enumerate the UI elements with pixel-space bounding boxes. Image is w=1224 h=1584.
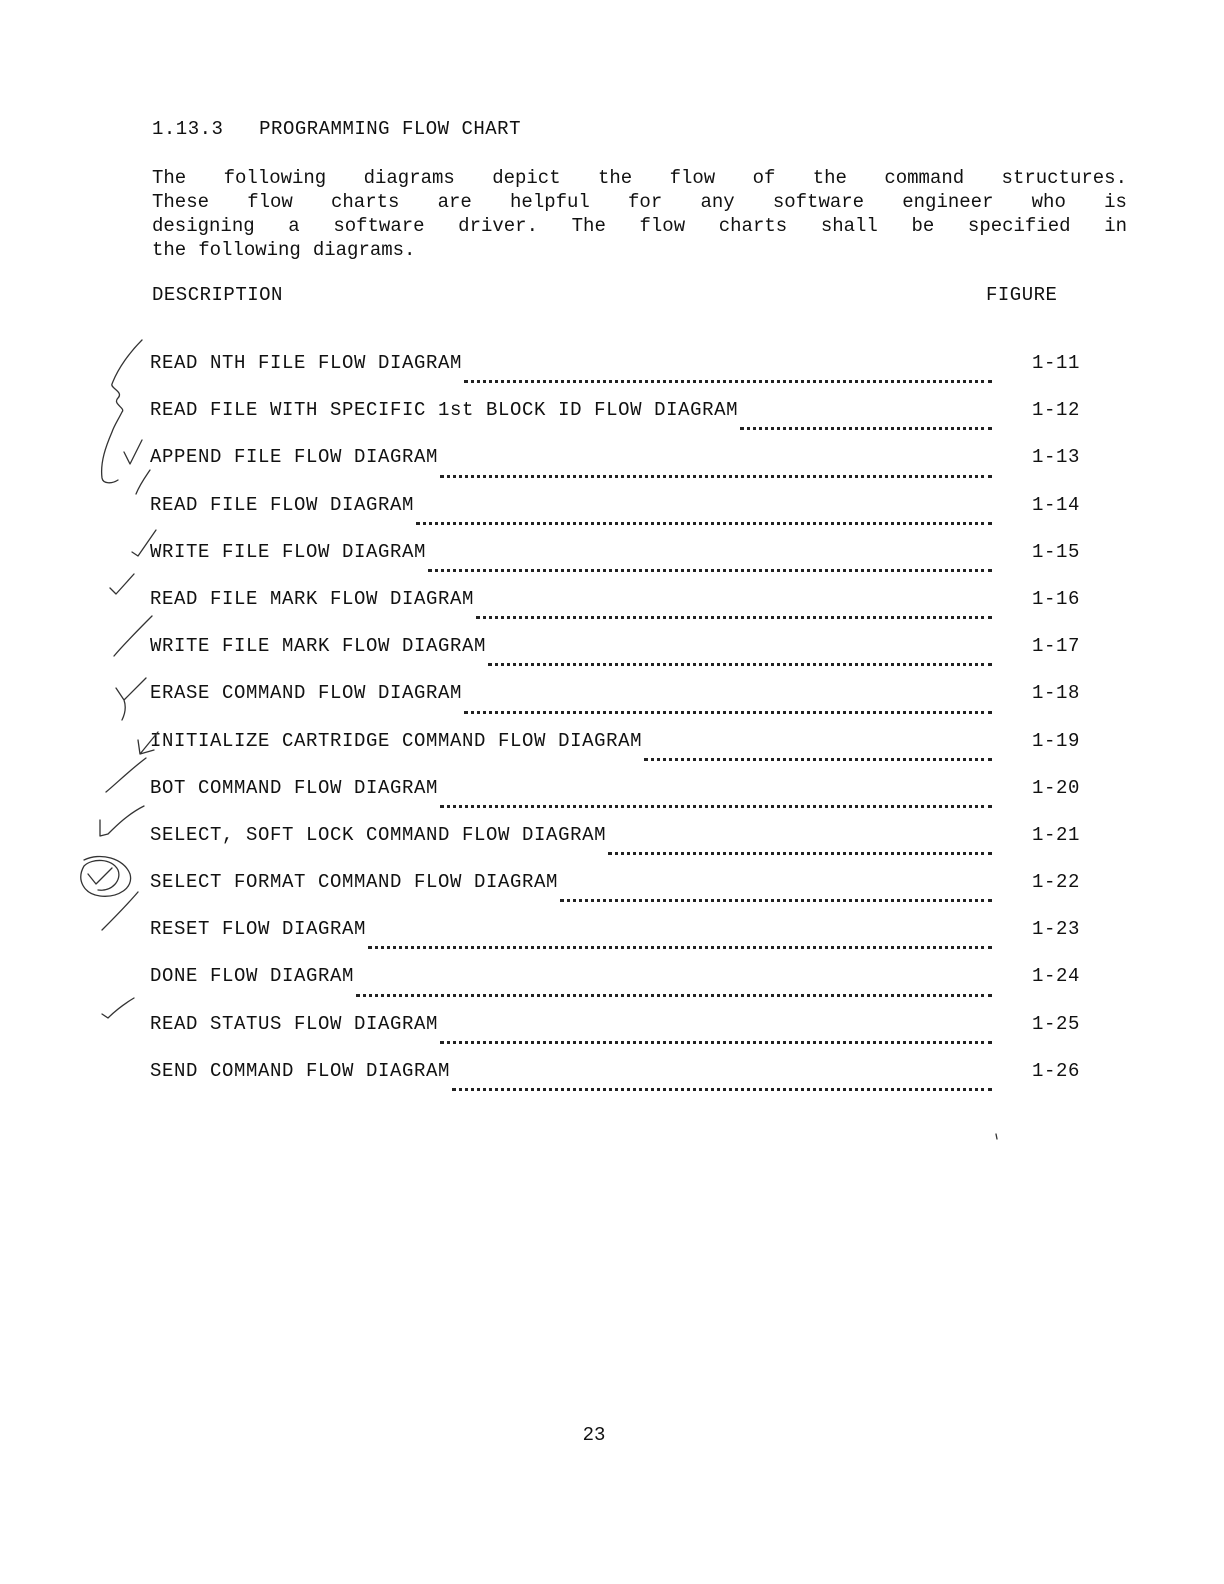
figure-list-row — [150, 1013, 1080, 1060]
intro-word: shall — [820, 215, 878, 237]
figure-number: 1-20 — [1031, 776, 1080, 799]
figure-description: READ FILE MARK FLOW DIAGRAM — [150, 587, 475, 610]
intro-word: of — [752, 167, 776, 189]
stray-mark — [996, 1134, 997, 1139]
figure-list — [150, 352, 1080, 1107]
figure-number: 1-16 — [1031, 587, 1080, 610]
figure-description: ERASE COMMAND FLOW DIAGRAM — [150, 682, 463, 705]
figure-description: SELECT, SOFT LOCK COMMAND FLOW DIAGRAM — [150, 823, 607, 846]
figure-list-row — [150, 730, 1080, 777]
figure-number: 1-26 — [1031, 1059, 1080, 1082]
figure-number: 1-15 — [1031, 540, 1080, 563]
intro-word: engineer — [902, 191, 994, 213]
check-mark-erase — [116, 678, 146, 720]
figure-list-row — [150, 399, 1080, 446]
dot-leader — [608, 852, 992, 855]
intro-word: command — [884, 167, 965, 189]
intro-word: designing — [152, 215, 255, 237]
dot-leader — [428, 569, 992, 572]
intro-word: depict — [492, 167, 561, 189]
figure-description: BOT COMMAND FLOW DIAGRAM — [150, 776, 439, 799]
figure-list-row — [150, 588, 1080, 635]
intro-word: following — [198, 239, 301, 261]
figure-list-row — [150, 1060, 1080, 1107]
intro-word: charts — [718, 215, 788, 237]
dot-leader — [644, 758, 992, 761]
intro-word: flow — [669, 167, 716, 189]
dot-leader — [476, 616, 992, 619]
intro-word: following — [223, 167, 327, 189]
figure-description: READ NTH FILE FLOW DIAGRAM — [150, 352, 463, 374]
intro-word: charts — [331, 191, 400, 213]
intro-paragraph — [152, 166, 1127, 262]
intro-word: for — [628, 191, 663, 213]
intro-line — [152, 190, 1127, 214]
dot-leader — [464, 711, 992, 714]
intro-word: be — [911, 215, 935, 237]
figure-list-row — [150, 871, 1080, 918]
figure-number: 1-12 — [1031, 399, 1080, 422]
figure-number: 1-18 — [1031, 682, 1080, 705]
section-number: 1.13.3 — [152, 118, 224, 140]
section-title: PROGRAMMING FLOW CHART — [259, 118, 521, 140]
figure-number: 1-13 — [1031, 446, 1080, 469]
dot-leader — [368, 946, 992, 949]
figure-number: 1-17 — [1031, 635, 1080, 658]
figure-description: INITIALIZE CARTRIDGE COMMAND FLOW DIAGRAM — [150, 729, 643, 752]
intro-word: software — [772, 191, 865, 213]
section-heading — [152, 118, 521, 140]
intro-word: diagrams — [363, 167, 455, 189]
check-mark-write-mark — [114, 616, 152, 656]
intro-word: any — [700, 191, 735, 213]
figure-list-row — [150, 446, 1080, 493]
figure-list-row — [150, 682, 1080, 729]
figure-description: APPEND FILE FLOW DIAGRAM — [150, 446, 439, 469]
figure-description: RESET FLOW DIAGRAM — [150, 918, 367, 941]
figure-number: 1-24 — [1031, 965, 1080, 988]
figure-number: 1-23 — [1031, 918, 1080, 941]
intro-word: flow — [247, 191, 293, 213]
dot-leader — [452, 1088, 992, 1091]
dot-leader — [560, 899, 992, 902]
check-mark-append — [124, 440, 142, 464]
description-column-header: DESCRIPTION — [152, 284, 283, 306]
figure-number: 1-11 — [1031, 352, 1080, 374]
intro-word: These — [152, 191, 210, 213]
figure-list-row — [150, 918, 1080, 965]
dot-leader — [440, 1041, 992, 1044]
intro-word: flow — [639, 215, 686, 237]
intro-word: the — [152, 239, 187, 261]
figure-description: READ STATUS FLOW DIAGRAM — [150, 1012, 439, 1035]
check-mark-reset — [102, 892, 138, 930]
figure-list-row — [150, 777, 1080, 824]
figure-description: READ FILE FLOW DIAGRAM — [150, 493, 415, 516]
intro-word: in — [1104, 215, 1127, 237]
figure-number: 1-14 — [1031, 493, 1080, 516]
intro-line — [152, 214, 1127, 238]
bracket-mark — [102, 340, 142, 483]
intro-word: specified — [967, 215, 1071, 237]
dot-leader — [488, 663, 992, 666]
check-mark-read-file — [136, 470, 150, 494]
intro-word: a — [288, 215, 300, 237]
check-mark-read-mark — [110, 574, 134, 594]
dot-leader — [464, 380, 992, 383]
dot-leader — [416, 522, 992, 525]
check-mark-read-status — [102, 998, 134, 1018]
figure-description: DONE FLOW DIAGRAM — [150, 965, 355, 988]
intro-word: is — [1104, 191, 1127, 213]
check-mark-select-format — [88, 868, 112, 884]
intro-word: diagrams. — [312, 239, 416, 261]
figure-list-row — [150, 494, 1080, 541]
dot-leader — [356, 994, 992, 997]
figure-number: 1-19 — [1031, 729, 1080, 752]
circle-mark — [81, 856, 131, 896]
figure-description: SELECT FORMAT COMMAND FLOW DIAGRAM — [150, 871, 559, 894]
figure-list-row — [150, 635, 1080, 682]
figure-number: 1-21 — [1031, 823, 1080, 846]
dot-leader — [740, 427, 992, 430]
intro-word: helpful — [510, 191, 590, 213]
intro-word: the — [597, 167, 633, 189]
dot-leader — [440, 805, 992, 808]
intro-line — [152, 166, 1127, 190]
intro-word: are — [437, 191, 472, 213]
intro-word: software — [333, 215, 425, 237]
figure-list-row — [150, 965, 1080, 1012]
intro-word: The — [152, 167, 187, 189]
intro-word: the — [812, 167, 847, 189]
intro-word: The — [571, 215, 606, 237]
figure-list-row — [150, 541, 1080, 588]
figure-number: 1-25 — [1031, 1012, 1080, 1035]
figure-column-header: FIGURE — [986, 284, 1058, 306]
figure-list-row — [150, 824, 1080, 871]
intro-word: structures. — [1001, 167, 1127, 189]
check-mark-bot — [106, 758, 146, 792]
dot-leader — [440, 475, 992, 478]
figure-number: 1-22 — [1031, 871, 1080, 894]
intro-word: who — [1031, 191, 1066, 213]
figure-description: WRITE FILE FLOW DIAGRAM — [150, 540, 427, 563]
check-mark-soft-lock — [100, 806, 144, 836]
intro-word: driver. — [458, 215, 538, 237]
figure-list-row — [150, 352, 1080, 399]
figure-description: READ FILE WITH SPECIFIC 1st BLOCK ID FLOW DIAGRAM — [150, 399, 739, 422]
intro-line — [152, 238, 1127, 262]
figure-description: WRITE FILE MARK FLOW DIAGRAM — [150, 635, 487, 658]
figure-description: SEND COMMAND FLOW DIAGRAM — [150, 1059, 451, 1082]
page-number: 23 — [582, 1424, 606, 1446]
